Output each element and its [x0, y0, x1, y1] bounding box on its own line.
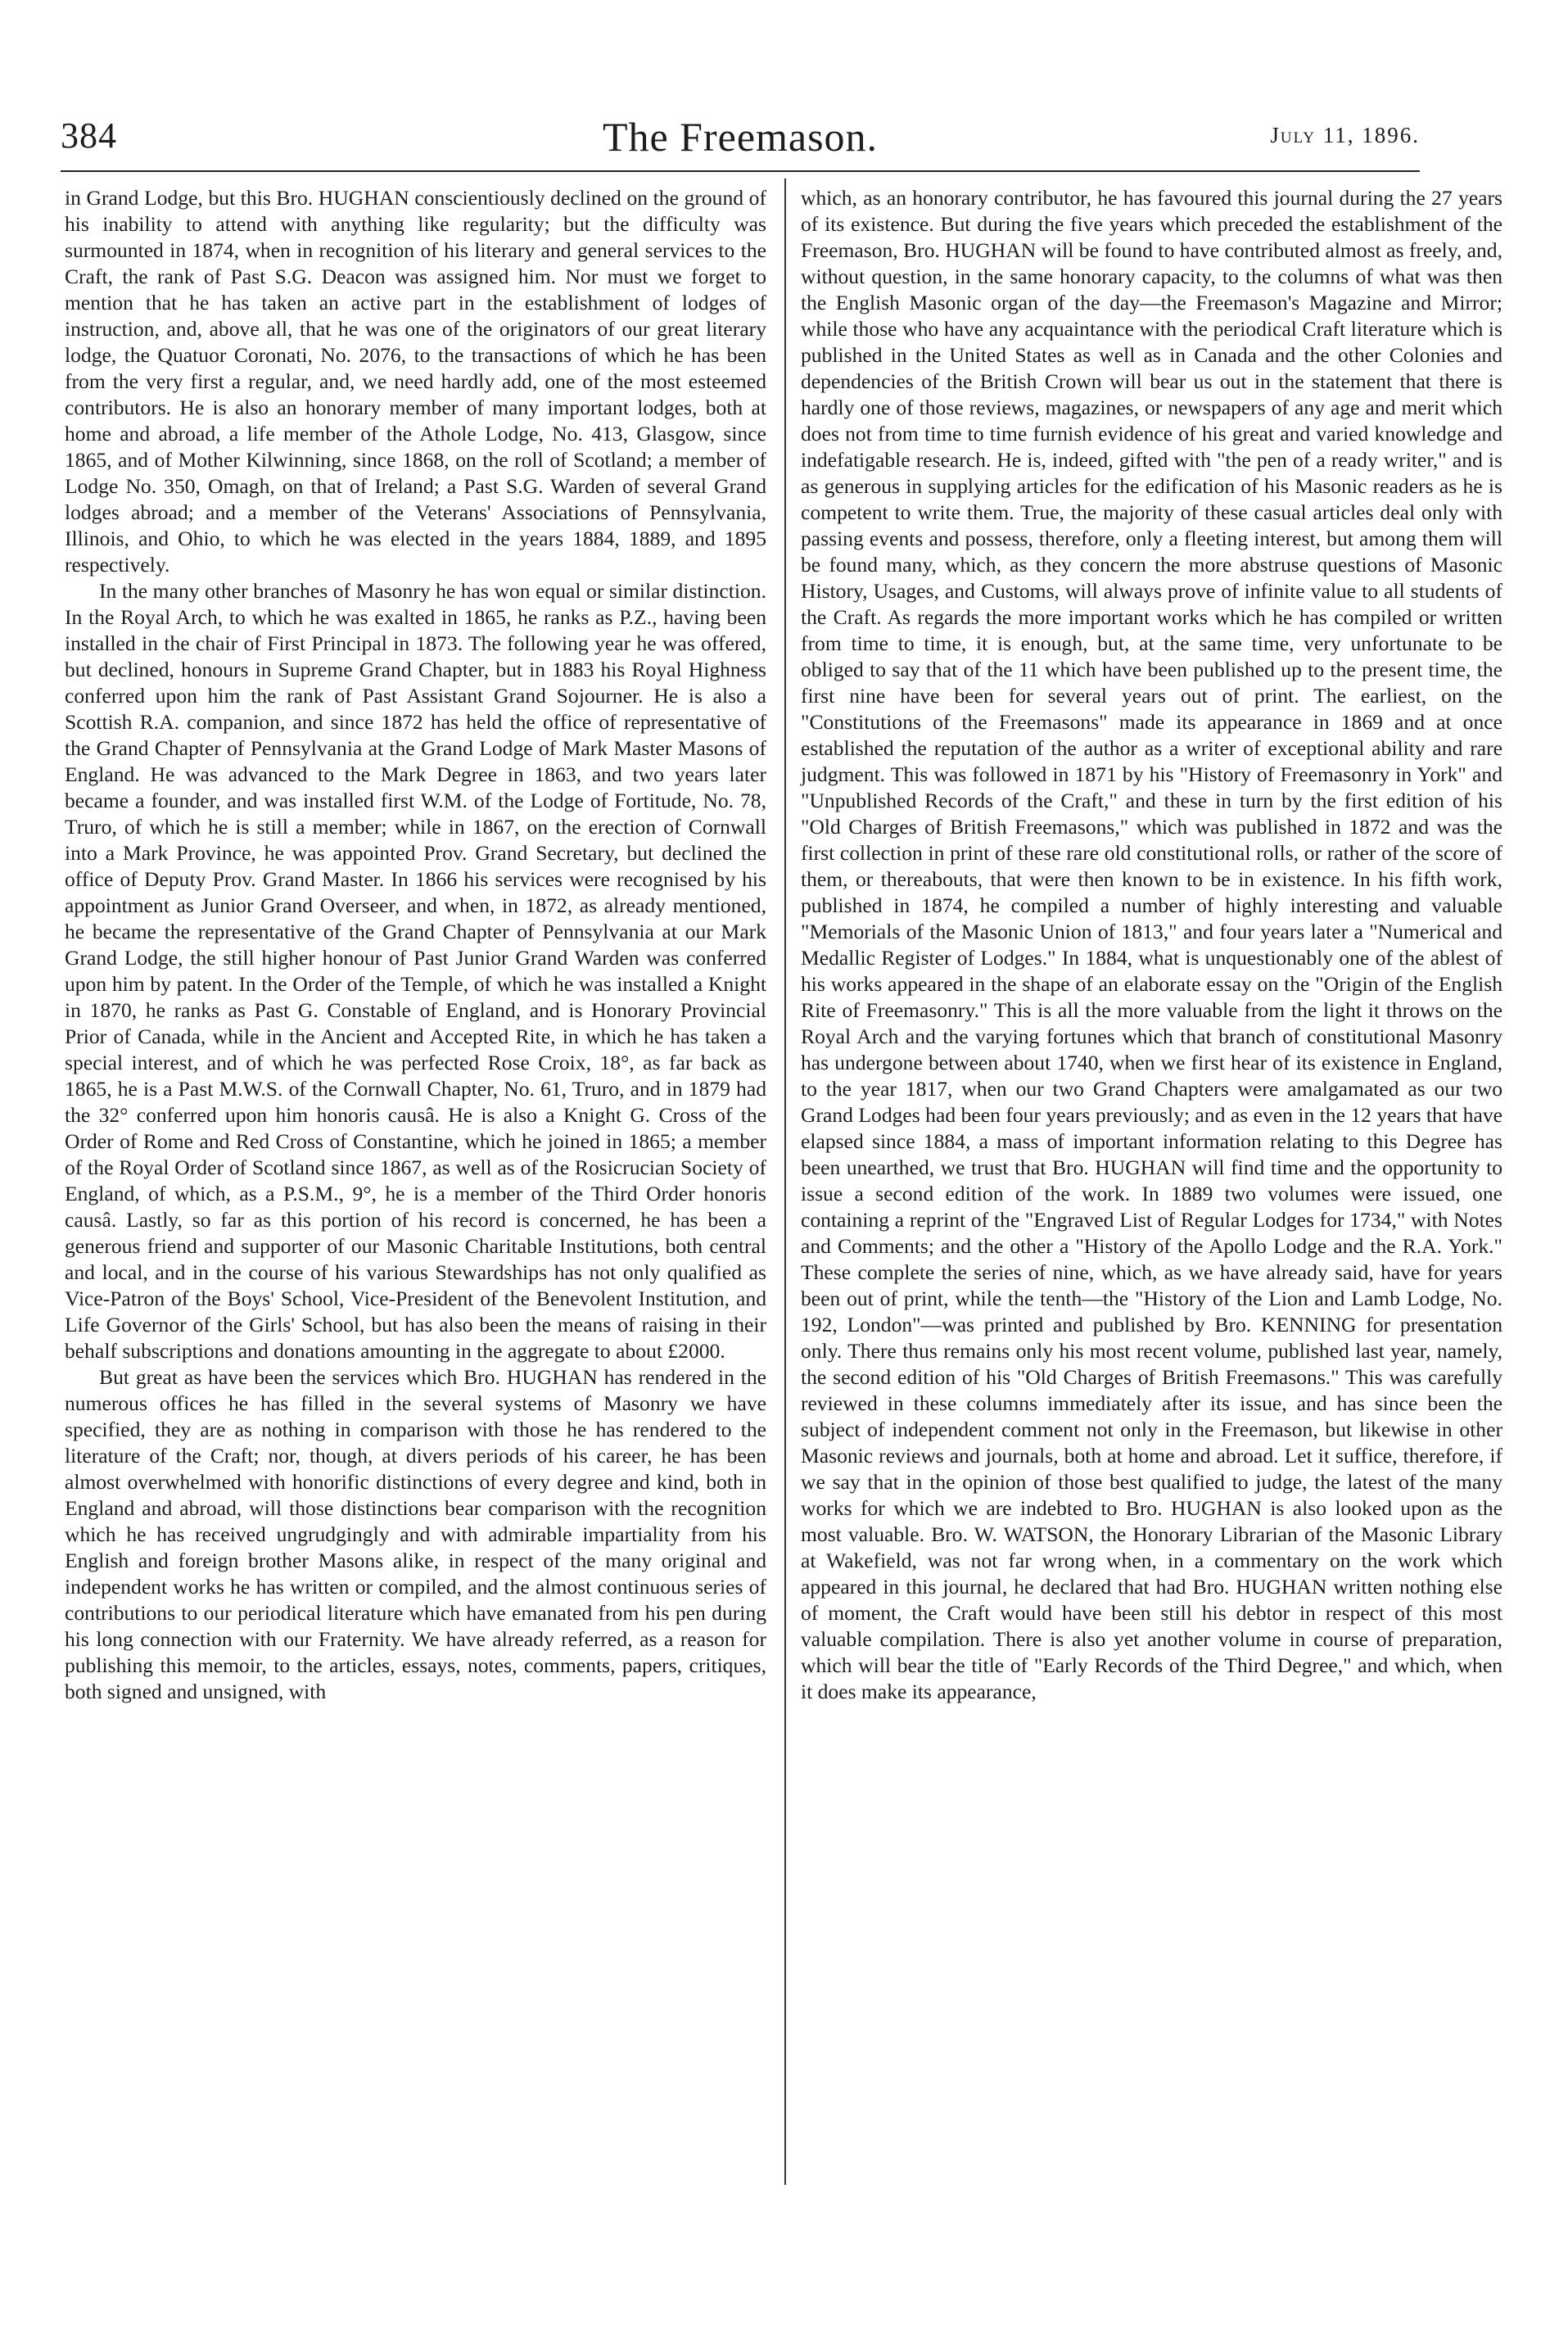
- issue-date: July 11, 1896.: [1270, 123, 1420, 147]
- left-paragraph-3: But great as have been the services which Bro. HUGHAN has rendered in the numerous offices he has filled in the several systems of Masonry we have specified, they are as nothing in comparison with those he has rendered to the literature of the Craft; nor, though, at divers periods of his career, he has been almost overwhelmed with honorific distinctions of every degree and kind, both in England and abroad, will those distinctions bear comparison with the recognition which he has received ungrudgingly and with admirable impartiality from his English and foreign brother Masons alike, in respect of the many original and independent works he has written or compiled, and the almost continuous series of contributions to our periodical literature which have emanated from his pen during his long connection with our Fraternity. We have already referred, as a reason for publishing this memoir, to the articles, essays, notes, comments, papers, critiques, both signed and unsigned, with: [65, 1365, 766, 1703]
- left-paragraph-2: In the many other branches of Masonry he has won equal or similar distinction. In the Royal Arch, to which he was exalted in 1865, he ranks as P.Z., having been installed in the chair of First Principal in 1873. The following year he was offered, but declined, honours in Supreme Grand Chapter, but in 1883 his Royal Highness conferred upon him the rank of Past Assistant Grand Sojourner. He is also a Scottish R.A. companion, and since 1872 has held the office of representative of the Grand Chapter of Pennsylvania at the Grand Lodge of Mark Master Masons of England. He was advanced to the Mark Degree in 1863, and two years later became a founder, and was installed first W.M. of the Lodge of Fortitude, No. 78, Truro, of which he is still a member; while in 1867, on the erection of Cornwall into a Mark Province, he was appointed Prov. Grand Secretary, but declined the office of Deputy Prov. Grand Master. In 1866 his services were recognised by his appointment as Junior Grand Overseer, and when, in 1872, as already mentioned, he became the representative of the Grand Chapter of Pennsylvania at our Mark Grand Lodge, the still higher honour of Past Junior Grand Warden was conferred upon him by patent. In the Order of the Temple, of which he was installed a Knight in 1870, he ranks as Past G. Constable of England, and is Honorary Provincial Prior of Canada, while in the Ancient and Accepted Rite, in which he has taken a special interest, and of which he was perfected Rose Croix, 18°, as far back as 1865, he is a Past M.W.S. of the Cornwall Chapter, No. 61, Truro, and in 1879 had the 32° conferred upon him honoris causâ. He is also a Knight G. Cross of the Order of Rome and Red Cross of Constantine, which he joined in 1865; a member of the Royal Order of Scotland since 1867, as well as of the Rosicrucian Society of England, of which, as a P.S.M., 9°, he is a member of the Third Order honoris causâ. Lastly, so far as this portion of his record is concerned, he has been a generous friend and supporter of our Masonic Charitable Institutions, both central and local, and in the course of his various Stewardships has not only qualified as Vice-Patron of the Boys' School, Vice-President of the Benevolent Institution, and Life Governor of the Girls' School, but has also been the means of raising in their behalf subscriptions and donations amounting in the aggregate to about £2000.: [65, 579, 766, 1363]
- page-number: 384: [61, 115, 117, 156]
- masthead-title: The Freemason.: [602, 114, 879, 160]
- right-column: [801, 185, 1502, 1705]
- page-header: [61, 115, 1420, 164]
- right-paragraph-1: which, as an honorary contributor, he has favoured this journal during the 27 years of its existence. But during the five years which preceded the establishment of the Freemason, Bro. HUGHAN will be found to have contributed almost as freely, and, without question, in the same honorary capacity, to the columns of what was then the English Masonic organ of the day—the Freemason's Magazine and Mirror; while those who have any acquaintance with the periodical Craft literature which is published in the United States as well as in Canada and the other Colonies and dependencies of the British Crown will bear us out in the statement that there is hardly one of those reviews, magazines, or newspapers of any age and merit which does not from time to time furnish evidence of his great and varied knowledge and indefatigable research. He is, indeed, gifted with "the pen of a ready writer," and is as generous in supplying articles for the edification of his Masonic readers as he is competent to write them. True, the majority of these casual articles deal only with passing events and possess, therefore, only a fleeting interest, but among them will be found many, which, as they concern the more abstruse questions of Masonic History, Usages, and Customs, will always prove of infinite value to all students of the Craft. As regards the more important works which he has compiled or written from time to time, it is enough, but, at the same time, very unfortunate to be obliged to say that of the 11 which have been published up to the present time, the first nine have been for several years out of print. The earliest, on the "Constitutions of the Freemasons" made its appearance in 1869 and at once established the reputation of the author as a writer of exceptional ability and rare judgment. This was followed in 1871 by his "History of Freemasonry in York" and "Unpublished Records of the Craft," and these in turn by the first edition of his "Old Charges of British Freemasons," which was published in 1872 and was the first collection in print of these rare old constitutional rolls, or rather of the score of them, or thereabouts, that were then known to be in existence. In his fifth work, published in 1874, he compiled a number of highly interesting and valuable "Memorials of the Masonic Union of 1813," and four years later a "Numerical and Medallic Register of Lodges." In 1884, what is unquestionably one of the ablest of his works appeared in the shape of an elaborate essay on the "Origin of the English Rite of Freemasonry." This is all the more valuable from the light it throws on the Royal Arch and the varying fortunes which that branch of constitutional Masonry has undergone between about 1740, when we first hear of its existence in England, to the year 1817, when our two Grand Chapters were amalgamated as our two Grand Lodges had been four years previously; and as even in the 12 years that have elapsed since 1884, a mass of important information relating to this Degree has been unearthed, we trust that Bro. HUGHAN will find time and the opportunity to issue a second edition of the work. In 1889 two volumes were issued, one containing a reprint of the "Engraved List of Regular Lodges for 1734," with Notes and Comments; and the other a "History of the Apollo Lodge and the R.A. York." These complete the series of nine, which, as we have already said, have for years been out of print, while the tenth—the "History of the Lion and Lamb Lodge, No. 192, London"—was printed and published by Bro. KENNING for presentation only. There thus remains only his most recent volume, published last year, namely, the second edition of his "Old Charges of British Freemasons." This was carefully reviewed in these columns immediately after its issue, and has since been the subject of independent comment not only in the Freemason, but likewise in other Masonic reviews and journals, both at home and abroad. Let it suffice, therefore, if we say that in the opinion of those best qualified to judge, the latest of the many works for which we are indebted to Bro. HUGHAN is also looked upon as the most valuable. Bro. W. WATSON, the Honorary Librarian of the Masonic Library at Wakefield, was not far wrong when, in a commentary on the work which appeared in this journal, he declared that had Bro. HUGHAN written nothing else of moment, the Craft would have been still his debtor in respect of this most valuable compilation. There is also yet another volume in course of preparation, which will bear the title of "Early Records of the Third Degree," and which, when it does make its appearance,: [801, 186, 1502, 1703]
- column-divider: [784, 179, 786, 2185]
- left-column: [65, 185, 766, 1705]
- header-rule: [61, 170, 1420, 172]
- left-paragraph-1: in Grand Lodge, but this Bro. HUGHAN conscientiously declined on the ground of his inability to attend with anything like regularity; but the difficulty was surmounted in 1874, when in recognition of his literary and general services to the Craft, the rank of Past S.G. Deacon was assigned him. Nor must we forget to mention that he has taken an active part in the establishment of lodges of instruction, and, above all, that he was one of the originators of our great literary lodge, the Quatuor Coronati, No. 2076, to the transactions of which he has been from the very first a regular, and, we need hardly add, one of the most esteemed contributors. He is also an honorary member of many important lodges, both at home and abroad, a life member of the Athole Lodge, No. 413, Glasgow, since 1865, and of Mother Kilwinning, since 1868, on the roll of Scotland; a member of Lodge No. 350, Omagh, on that of Ireland; a Past S.G. Warden of several Grand lodges abroad; and a member of the Veterans' Associations of Pennsylvania, Illinois, and Ohio, to which he was elected in the years 1884, 1889, and 1895 respectively.: [65, 186, 766, 577]
